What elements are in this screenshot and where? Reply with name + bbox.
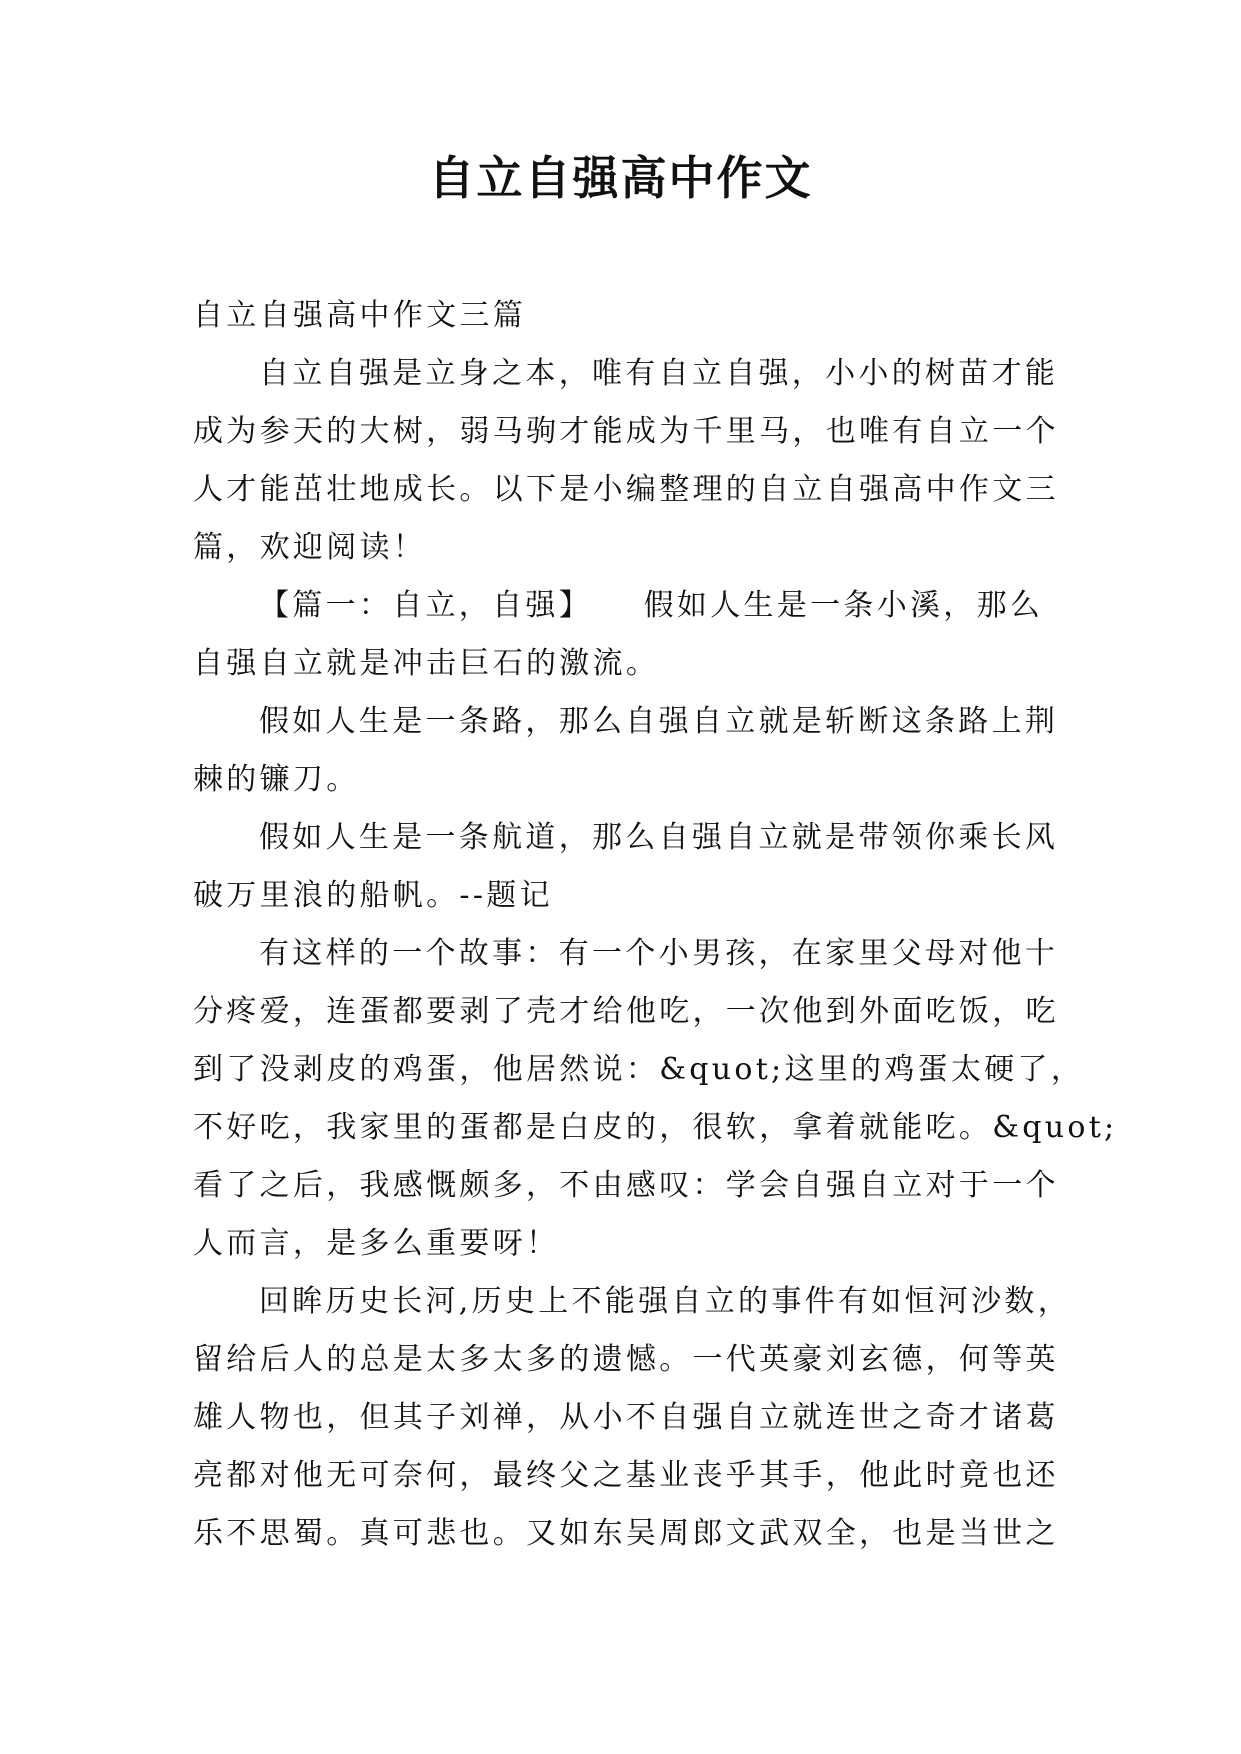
body-line: 假如人生是一条路，那么自强自立就是斩断这条路上荆 (259, 704, 1059, 739)
body-line: 自立自强是立身之本，唯有自立自强，小小的树苗才能 (259, 356, 1059, 391)
body-line: 破万里浪的船帆。--题记 (193, 878, 553, 913)
body-line: 留给后人的总是太多太多的遗憾。一代英豪刘玄德，何等英 (193, 1342, 1059, 1377)
body-line: 成为参天的大树，弱马驹才能成为千里马，也唯有自立一个 (193, 414, 1059, 449)
body-line: 人才能茁壮地成长。以下是小编整理的自立自强高中作文三 (193, 472, 1059, 507)
body-line: 棘的镰刀。 (193, 762, 360, 797)
document-body (193, 287, 1118, 1563)
body-line: 【篇一：自立，自强】 假如人生是一条小溪，那么 (259, 588, 1044, 623)
document-title: 自立自强高中作文 (428, 151, 813, 205)
body-line: 雄人物也，但其子刘禅，从小不自强自立就连世之奇才诸葛 (193, 1400, 1059, 1435)
body-line: 篇，欢迎阅读！ (193, 530, 427, 565)
body-line: 不好吃，我家里的蛋都是白皮的，很软，拿着就能吃。&quot; (193, 1110, 1118, 1145)
body-line: 回眸历史长河,历史上不能强自立的事件有如恒河沙数， (259, 1284, 1072, 1319)
body-line: 亮都对他无可奈何，最终父之基业丧乎其手，他此时竟也还 (193, 1458, 1059, 1493)
body-line: 人而言，是多么重要呀！ (193, 1226, 560, 1261)
body-line: 自强自立就是冲击巨石的激流。 (193, 646, 660, 681)
body-line: 乐不思蜀。真可悲也。又如东吴周郎文武双全，也是当世之 (193, 1516, 1059, 1551)
body-line: 假如人生是一条航道，那么自强自立就是带领你乘长风 (259, 820, 1059, 855)
body-line: 看了之后，我感慨颇多，不由感叹：学会自强自立对于一个 (193, 1168, 1059, 1203)
body-line: 到了没剥皮的鸡蛋，他居然说：&quot;这里的鸡蛋太硬了， (193, 1052, 1085, 1087)
body-line: 分疼爱，连蛋都要剥了壳才给他吃，一次他到外面吃饭，吃 (193, 994, 1059, 1029)
body-line: 有这样的一个故事：有一个小男孩，在家里父母对他十 (259, 936, 1059, 971)
body-line: 自立自强高中作文三篇 (193, 298, 526, 333)
